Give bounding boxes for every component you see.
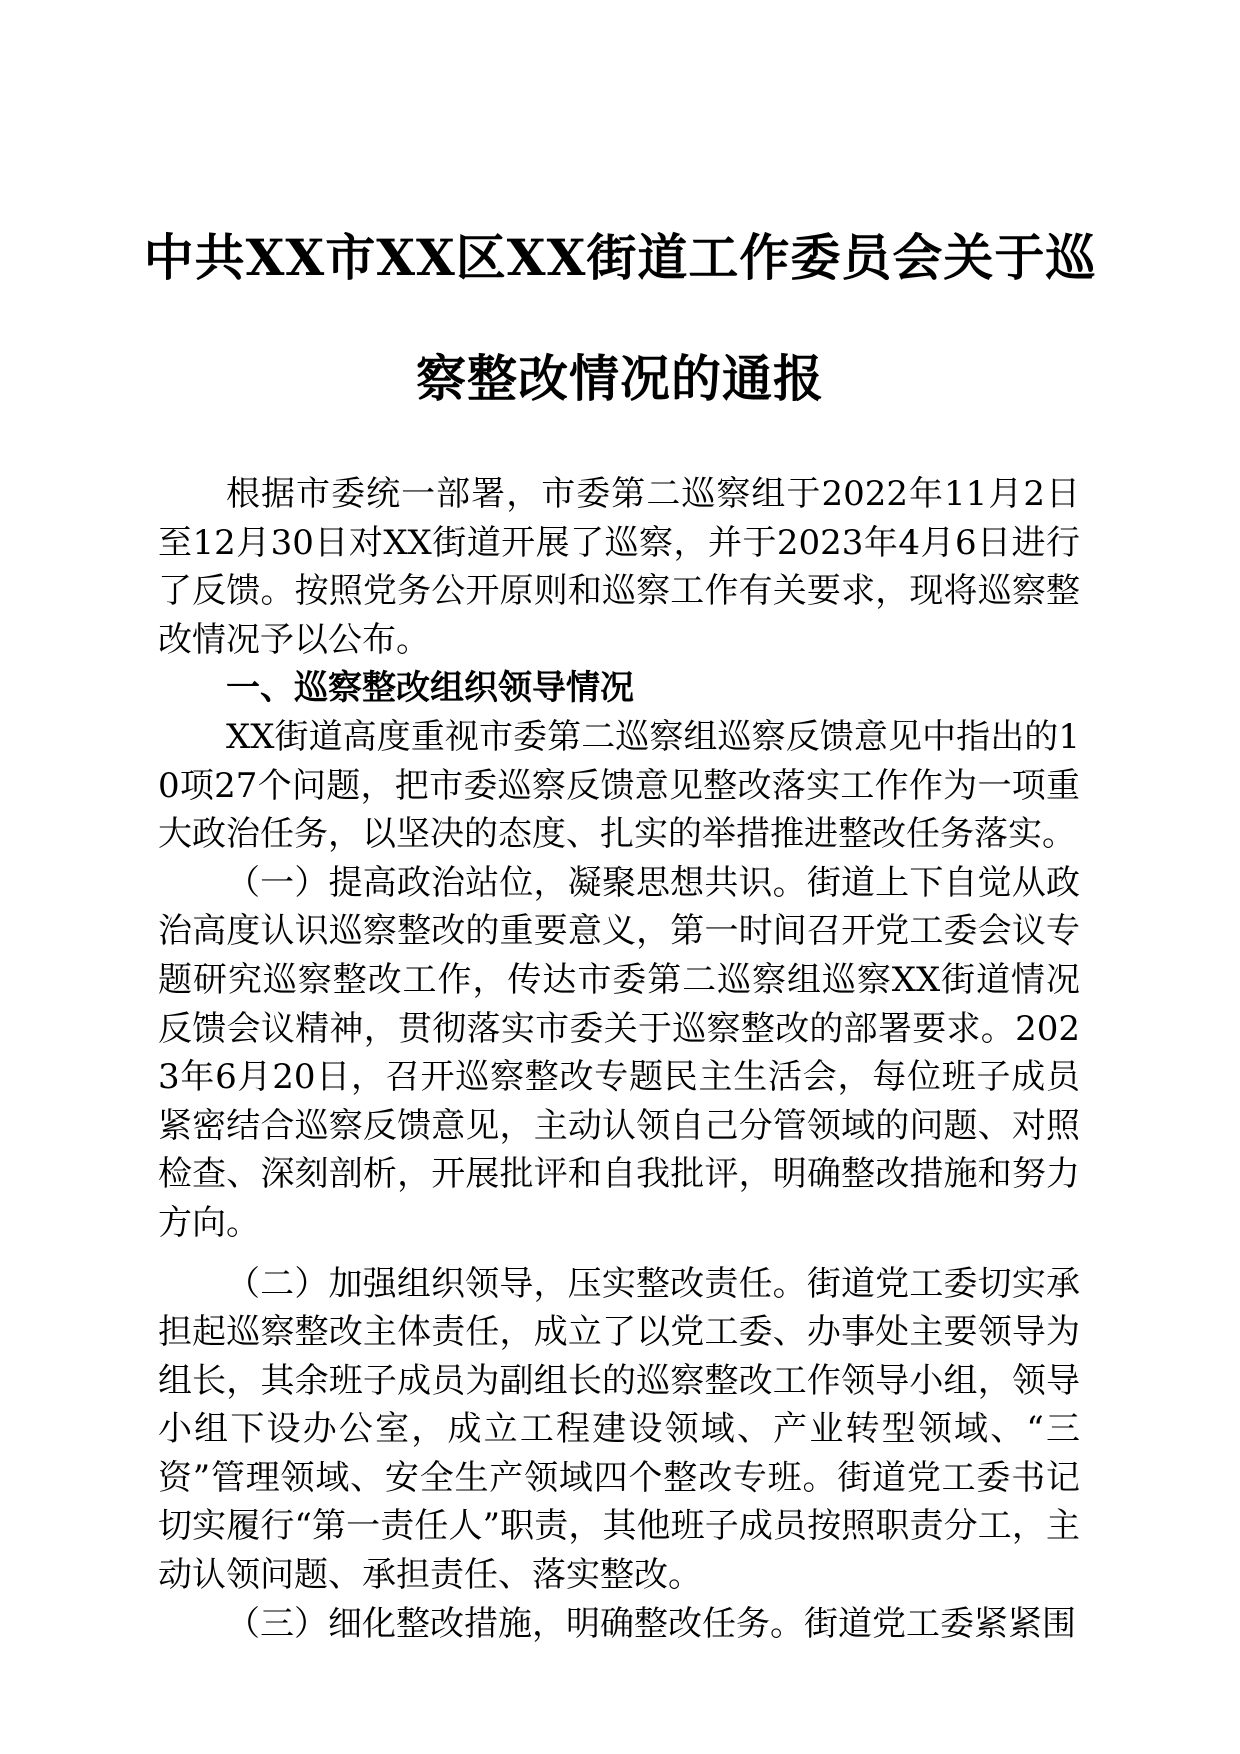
item-1-paragraph [158,859,1080,1248]
item-1-lead: （一）提高政治站位，凝聚思想共识。 [226,862,807,903]
item-3-lead: （三）细化整改措施，明确整改任务。 [226,1603,804,1644]
section-1-heading: 一、巡察整改组织领导情况 [226,668,634,709]
section-1-paragraph: XX街道高度重视市委第二巡察组巡察反馈意见中指出的10项27个问题，把市委巡察反馈意见整改落实工作作为一项重大政治任务，以坚决的态度、扎实的举措推进整改任务落实。 [158,716,1080,855]
document-title-line-2: 察整改情况的通报 [416,349,824,408]
item-1-body: 街道上下自觉从政治高度认识巡察整改的重要意义，第一时间召开党工委会议专题研究巡察整改工作，传达市委第二巡察组巡察XX街道情况反馈会议精神，贯彻落实市委关于巡察整改的部署要求。2023年6月20日，召开巡察整改专题民主生活会，每位班子成员紧密结合巡察反馈意见，主动认领自己分管领域的问题、对照检查、深刻剖析，开展批评和自我批评，明确整改措施和努力方向。 [158,862,1081,1243]
document-title-line-1: 中共XX市XX区XX街道工作委员会关于巡 [143,228,1097,287]
document-body [158,470,1080,1648]
item-3-paragraph [158,1600,1080,1649]
intro-paragraph: 根据市委统一部署，市委第二巡察组于2022年11月2日至12月30日对XX街道开展了巡察，并于2023年4月6日进行了反馈。按照党务公开原则和巡察工作有关要求，现将巡察整改情况予以公布。 [158,474,1080,660]
item-3-body: 街道党工委紧紧围 [804,1603,1076,1644]
item-2-body: 街道党工委切实承担起巡察整改主体责任，成立了以党工委、办事处主要领导为组长，其余班子成员为副组长的巡察整改工作领导小组，领导小组下设办公室，成立工程建设领域、产业转型领域、“三资”管理领域、安全生产领域四个整改专班。街道党工委书记切实履行“第一责任人”职责，其他班子成员按照职责分工，主动认领问题、承担责任、落实整改。 [158,1263,1081,1596]
item-2-lead: （二）加强组织领导，压实整改责任。 [226,1263,807,1304]
item-2-paragraph [158,1260,1080,1600]
